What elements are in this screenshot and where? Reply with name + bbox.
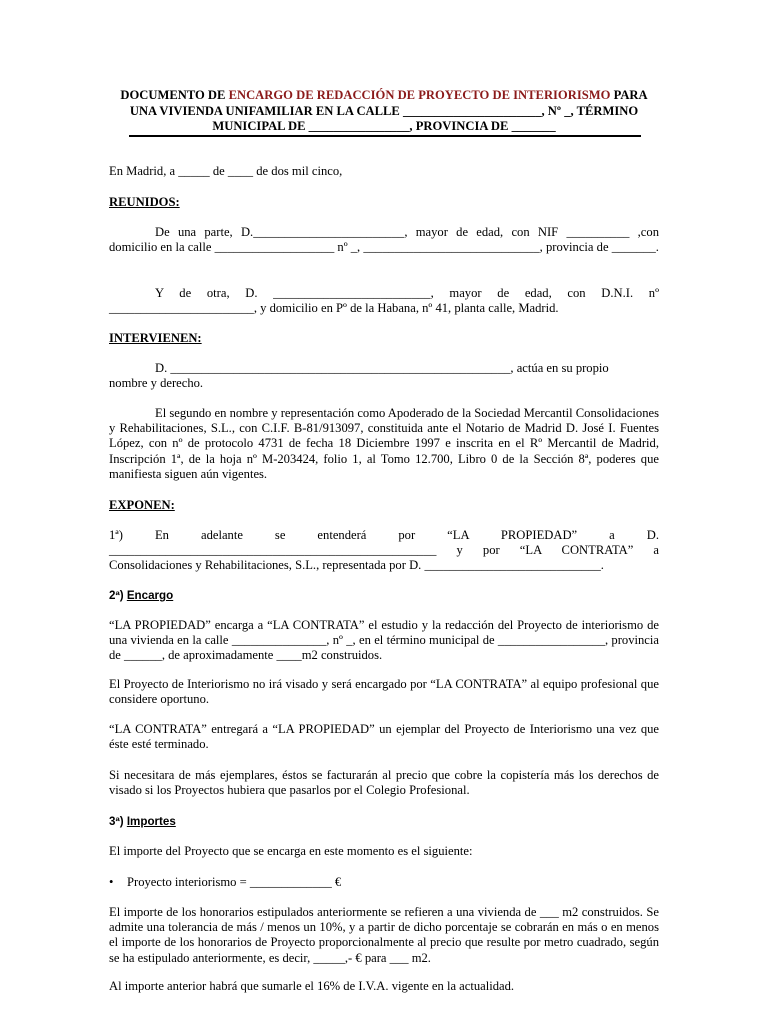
importes-paragraph-2: El importe de los honorarios estipulados anteriormente se refieren a una vivienda de ___ m2 construidos. Se admite una tolerancia de más / menos un 10%, y a partir de dicho porcentaje se cobrarán en más o en menos el importe de los honorarios de Proyecto proporcionalmente al precio que resulte por metro cuadrado, según se ha estipulado anteriormente, es decir, _____,- € para ___ m2. [109, 905, 659, 965]
encargo-paragraph-3: “LA CONTRATA” entregará a “LA PROPIEDAD” un ejemplar del Proyecto de Interiorismo una vez que éste esté terminado. [109, 722, 659, 752]
place-date: En Madrid, a _____ de ____ de dos mil cinco, [109, 164, 343, 178]
encargo-label: Encargo [126, 589, 174, 602]
intervienen-paragraph-2: El segundo en nombre y representación como Apoderado de la Sociedad Mercantil Consolidaciones y Rehabilitaciones, S.L., con C.I.F. B-81/913097, constituida ante el Notario de Madrid D. José I. Fuentes López, con nº de protocolo 4731 de fecha 18 Diciembre 1997 e inscrita en el Rº Mercantil de Madrid, Inscripción 1ª, de la hoja nº M-203424, folio 1, al Tomo 12.700, Libro 0 de la Sección 8ª, poderes que manifiesta siguen aún vigentes. [109, 406, 659, 481]
encargo-paragraph-4: Si necesitara de más ejemplares, éstos se facturarán al precio que cobre la copistería más los derechos de visado si los Proyectos hubiera que pasarlos por el Colegio Profesional. [109, 768, 659, 798]
importes-bullet-item [109, 875, 659, 890]
importes-heading [109, 814, 659, 829]
title-part-1: DOCUMENTO DE [120, 88, 229, 102]
bullet-text: Proyecto interiorismo = _____________ € [127, 875, 342, 889]
exponen-paragraph-1: 1ª) En adelante se entenderá por “LA PROPIEDAD” a D. ____________________________________________________ y por “LA CONTRATA” a Consolidaciones y Rehabilitaciones, S.L., representada por D. ____________________________. [109, 528, 659, 573]
bullet-icon: • [109, 875, 114, 889]
encargo-heading [109, 588, 659, 603]
reunidos-paragraph-1: De una parte, D.________________________, mayor de edad, con NIF __________ ,con domicilio en la calle ___________________ nº _, ____________________________, provincia de _______. [109, 225, 659, 255]
encargo-number: 2ª) [109, 589, 127, 602]
importes-paragraph-1: El importe del Proyecto que se encarga en este momento es el siguiente: [109, 844, 473, 858]
reunidos-heading: REUNIDOS: [109, 195, 180, 209]
importes-paragraph-3: Al importe anterior habrá que sumarle el 16% de I.V.A. vigente en la actualidad. [109, 979, 515, 993]
intervienen-heading: INTERVIENEN: [109, 331, 202, 345]
encargo-paragraph-2: El Proyecto de Interiorismo no irá visado y será encargado por “LA CONTRATA” al equipo profesional que considere oportuno. [109, 677, 659, 707]
document-title [109, 88, 659, 135]
title-part-2-red: ENCARGO DE REDACCIÓN DE PROYECTO DE INTERIORISMO [228, 88, 611, 102]
reunidos-paragraph-2: Y de otra, D. _________________________, mayor de edad, con D.N.I. nº _______________________, y domicilio en Pº de la Habana, nº 41, planta calle, Madrid. [109, 286, 659, 316]
title-divider [129, 135, 641, 137]
encargo-paragraph-1: “LA PROPIEDAD” encarga a “LA CONTRATA” el estudio y la redacción del Proyecto de interiorismo de una vivienda en la calle _______________, nº _, en el término municipal de _________________, provincia de ______, de aproximadamente ____m2 construidos. [109, 618, 659, 663]
importes-number: 3ª) [109, 815, 127, 828]
exponen-heading: EXPONEN: [109, 498, 175, 512]
importes-label: Importes [126, 815, 176, 828]
title-part-3: PARA UNA VIVIENDA UNIFAMILIAR EN LA CALLE ______________________, Nº _, TÉRMINO MUNICIPAL DE ________________, PROVINCIA DE _______ [129, 88, 648, 134]
intervienen-paragraph-1: D. ______________________________________________________, actúa en su propio nombre y derecho. [109, 361, 609, 391]
